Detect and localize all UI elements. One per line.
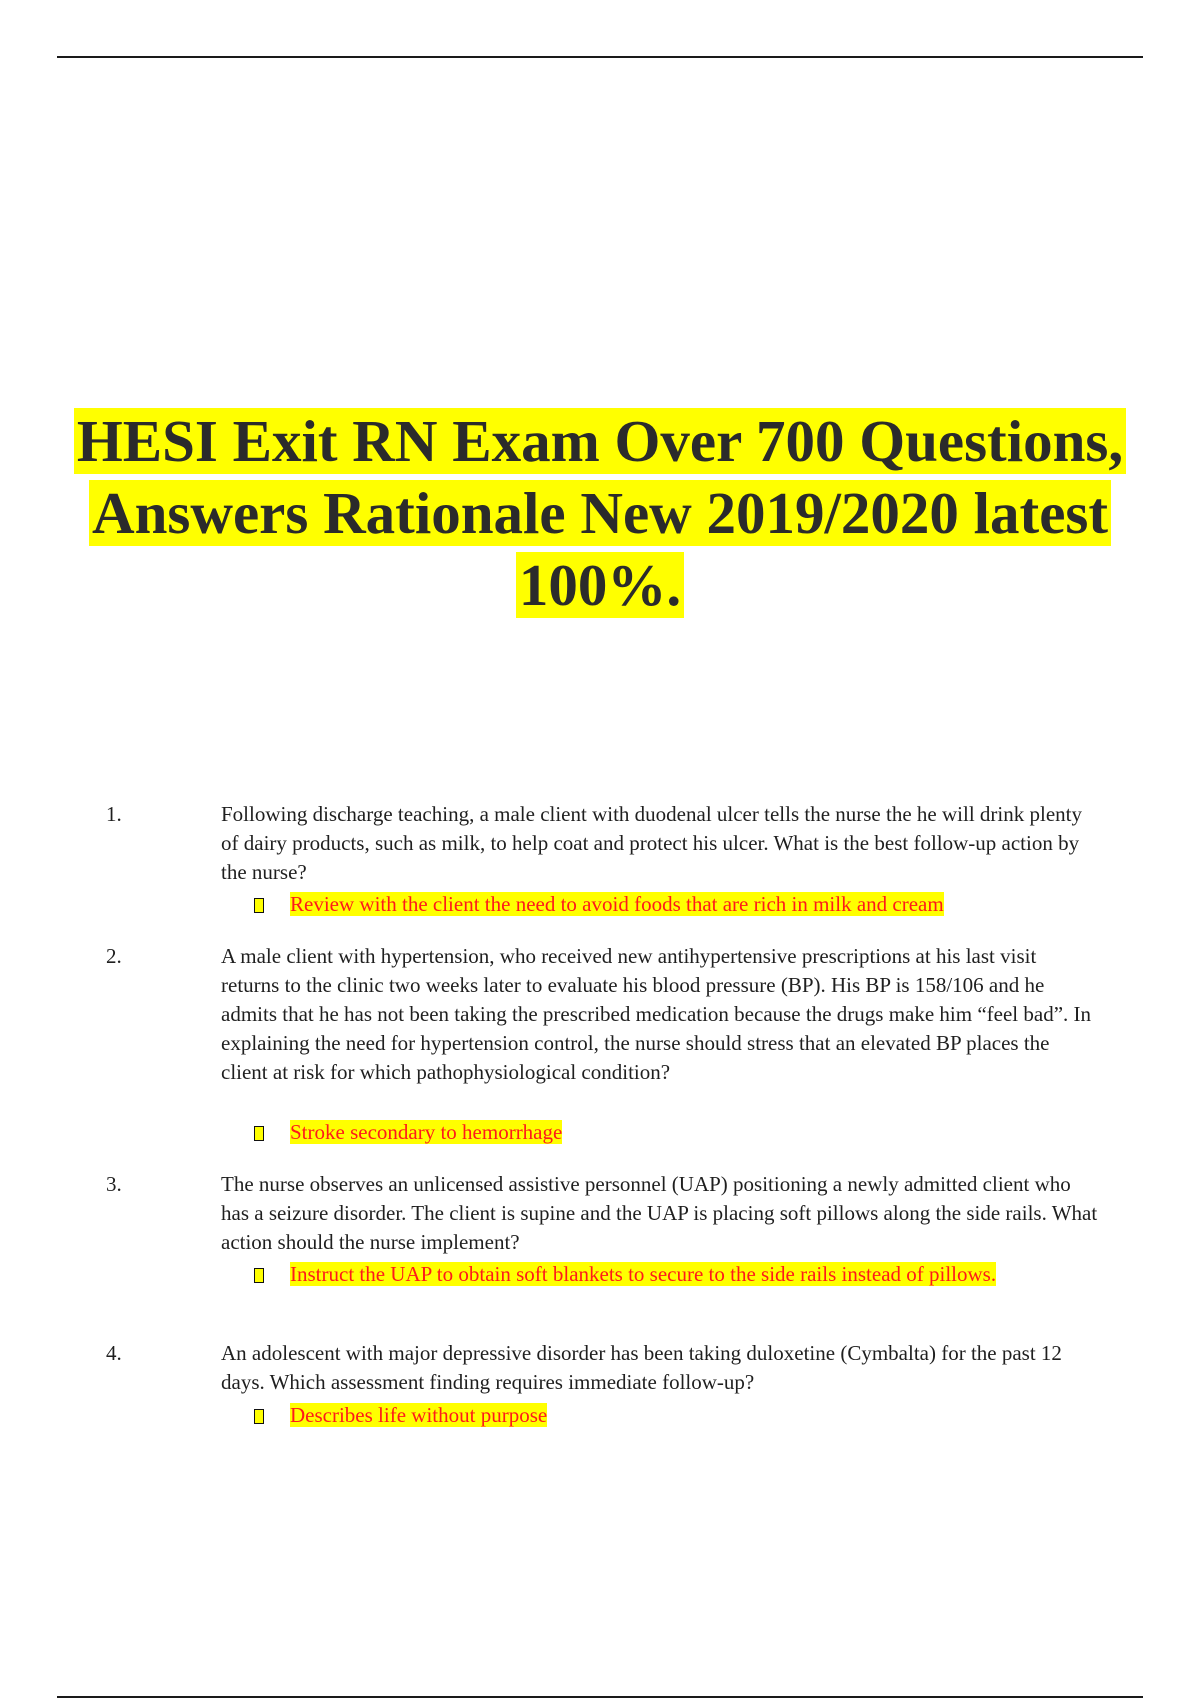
answer-text: Stroke secondary to hemorrhage <box>290 1120 563 1144</box>
checkbox-icon <box>254 898 264 913</box>
question-text: The nurse observes an unlicensed assistive personnel (UAP) positioning a newly admitted client who has a seizure disorder. The client is supine and the UAP is placing soft pillows along the side rails. What action should the nurse implement? <box>221 1172 1098 1254</box>
title-line-3: 100%. <box>60 549 1140 621</box>
question-number: 3. <box>106 1172 122 1196</box>
answer-item <box>250 1118 1110 1147</box>
answer-text: Instruct the UAP to obtain soft blankets to secure to the side rails instead of pillows. <box>290 1262 997 1286</box>
answer-item <box>250 1401 1110 1430</box>
top-rule <box>57 56 1143 58</box>
question-text: An adolescent with major depressive disorder has been taking duloxetine (Cymbalta) for the past 12 days. Which assessment finding requires immediate follow-up? <box>221 1341 1062 1394</box>
answer-item <box>250 1260 1030 1289</box>
question-number: 4. <box>106 1341 122 1365</box>
title-line-1: HESI Exit RN Exam Over 700 Questions, <box>60 405 1140 477</box>
answer-item <box>250 890 1110 919</box>
bottom-rule <box>57 1696 1143 1698</box>
checkbox-icon <box>254 1268 264 1283</box>
title-line-2: Answers Rationale New 2019/2020 latest <box>60 477 1140 549</box>
answer-text: Describes life without purpose <box>290 1403 548 1427</box>
question-number: 1. <box>106 802 122 826</box>
question-number: 2. <box>106 944 122 968</box>
question-text: A male client with hypertension, who received new antihypertensive prescriptions at his last visit returns to the clinic two weeks later to evaluate his blood pressure (BP). His BP is 158/106 and he admits that he has not been taking the prescribed medication because the drugs make him “feel bad”. In explaining the need for hypertension control, the nurse should stress that an elevated BP places the client at risk for which pathophysiological condition? <box>221 944 1092 1084</box>
document-title <box>60 405 1140 621</box>
question-text: Following discharge teaching, a male client with duodenal ulcer tells the nurse the he will drink plenty of dairy products, such as milk, to help coat and protect his ulcer. What is the best follow-up action by the nurse? <box>221 802 1082 884</box>
answer-text: Review with the client the need to avoid foods that are rich in milk and cream <box>290 892 944 916</box>
checkbox-icon <box>254 1409 264 1424</box>
checkbox-icon <box>254 1126 264 1141</box>
